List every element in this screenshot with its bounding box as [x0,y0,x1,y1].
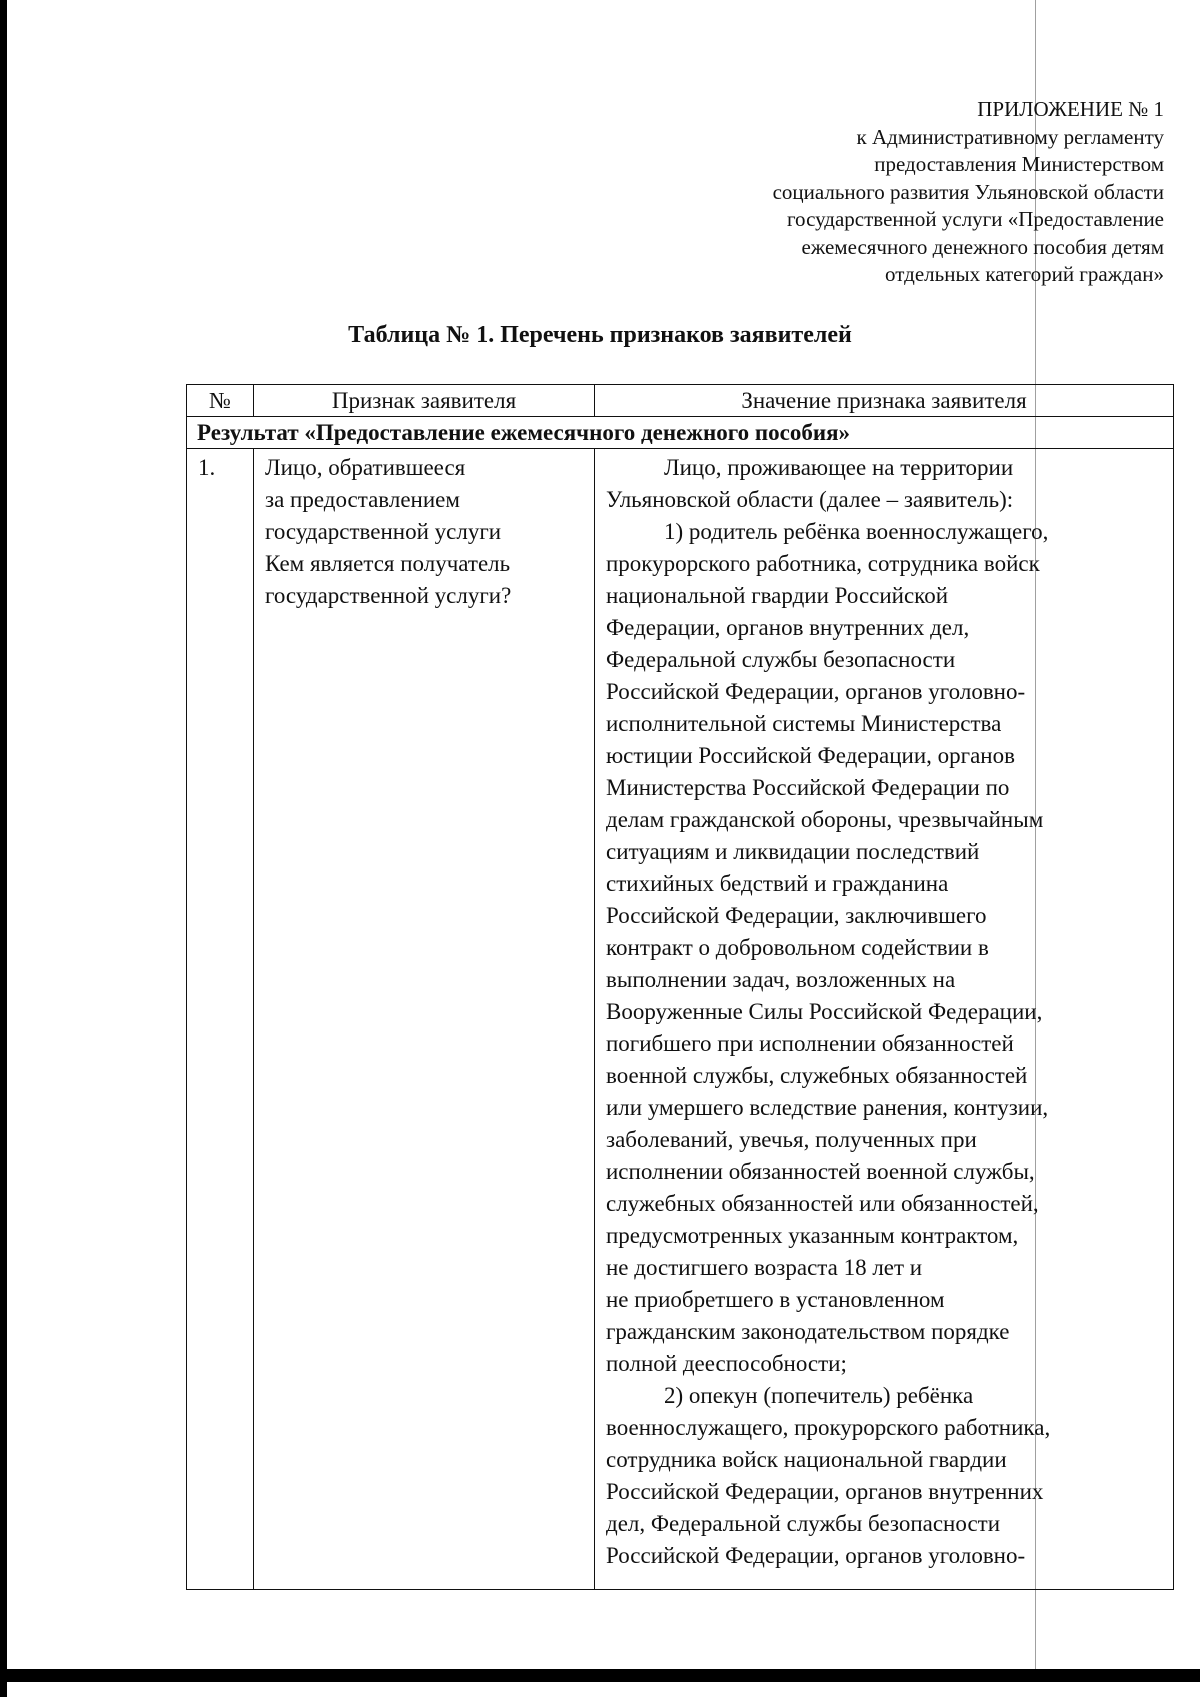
value-line: сотрудника войск национальной гвардии [606,1447,1007,1472]
attribute-line: государственной услуги? [265,583,512,608]
value-line: исполнении обязанностей военной службы, [606,1159,1035,1184]
value-line: Российской Федерации, органов уголовно- [606,679,1026,704]
attribute-line: Лицо, обратившееся [265,455,466,480]
value-line: 2) опекун (попечитель) ребёнка [664,1383,974,1408]
value-line: полной дееспособности; [606,1351,847,1376]
applicant-attributes-table [186,384,1174,1590]
value-line: 1) родитель ребёнка военнослужащего, [664,519,1049,544]
appendix-line: ПРИЛОЖЕНИЕ № 1 [977,97,1164,121]
value-line: гражданским законодательством порядке [606,1319,1010,1344]
value-line: предусмотренных указанным контрактом, [606,1223,1019,1248]
value-line: Лицо, проживающее на территории [664,455,1014,480]
table-title: Таблица № 1. Перечень признаков заявителей [348,322,852,348]
result-row [187,417,1174,449]
scan-left-edge [0,0,7,1697]
value-line: дел, Федеральной службы безопасности [606,1511,1001,1536]
appendix-line: ежемесячного денежного пособия детям [801,234,1164,259]
attribute-line: Кем является получатель [265,551,511,576]
appendix-line: государственной услуги «Предоставление [786,207,1164,231]
value-cell [595,449,1174,1590]
value-line: стихийных бедствий и гражданина [606,871,949,896]
value-line: погибшего при исполнении обязанностей [606,1031,1014,1056]
table-row [187,449,1174,1590]
value-line: не достигшего возраста 18 лет и [606,1255,923,1280]
appendix-header [544,96,1164,289]
header-number: № [187,385,254,417]
value-line: контракт о добровольном содействии в [606,935,989,960]
attribute-line: государственной услуги [265,519,502,544]
appendix-line: социального развития Ульяновской области [772,179,1164,204]
value-line: Российской Федерации, заключившего [606,903,987,928]
value-line: выполнении задач, возложенных на [606,967,956,992]
table-header-row [187,385,1174,417]
value-line: не приобретшего в установленном [606,1287,945,1312]
value-line: Вооруженные Силы Российской Федерации, [606,999,1043,1024]
value-line: военной службы, служебных обязанностей [606,1063,1028,1088]
appendix-line: отдельных категорий граждан» [885,262,1164,286]
value-line: юстиции Российской Федерации, органов [606,743,1015,768]
value-line: Министерства Российской Федерации по [606,775,1010,800]
value-line: Ульяновской области (далее – заявитель): [606,487,1014,512]
value-line: военнослужащего, прокурорского работника, [606,1415,1051,1440]
appendix-line: предоставления Министерством [874,152,1164,176]
value-line: исполнительной системы Министерства [606,711,1002,736]
scan-bottom-edge [0,1669,1200,1682]
value-line: Российской Федерации, органов уголовно- [606,1543,1026,1568]
value-line: служебных обязанностей или обязанностей, [606,1191,1039,1216]
appendix-line: к Административному регламенту [856,124,1164,149]
value-line: заболеваний, увечья, полученных при [606,1127,977,1152]
attribute-line: за предоставлением [265,487,460,512]
value-line: ситуациям и ликвидации последствий [606,839,980,864]
value-line: национальной гвардии Российской [606,583,949,608]
value-line: делам гражданской обороны, чрезвычайным [606,807,1044,832]
value-line: прокурорского работника, сотрудника войск [606,551,1040,576]
value-line: или умершего вследствие ранения, контузии, [606,1095,1049,1120]
result-cell: Результат «Предоставление ежемесячного денежного пособия» [187,417,1174,449]
value-line: Федерации, органов внутренних дел, [606,615,970,640]
value-line: Федеральной службы безопасности [606,647,956,672]
row-number: 1. [187,449,254,1590]
value-line: Российской Федерации, органов внутренних [606,1479,1044,1504]
header-value: Значение признака заявителя [595,385,1174,417]
attribute-cell [254,449,595,1590]
header-attribute: Признак заявителя [254,385,595,417]
